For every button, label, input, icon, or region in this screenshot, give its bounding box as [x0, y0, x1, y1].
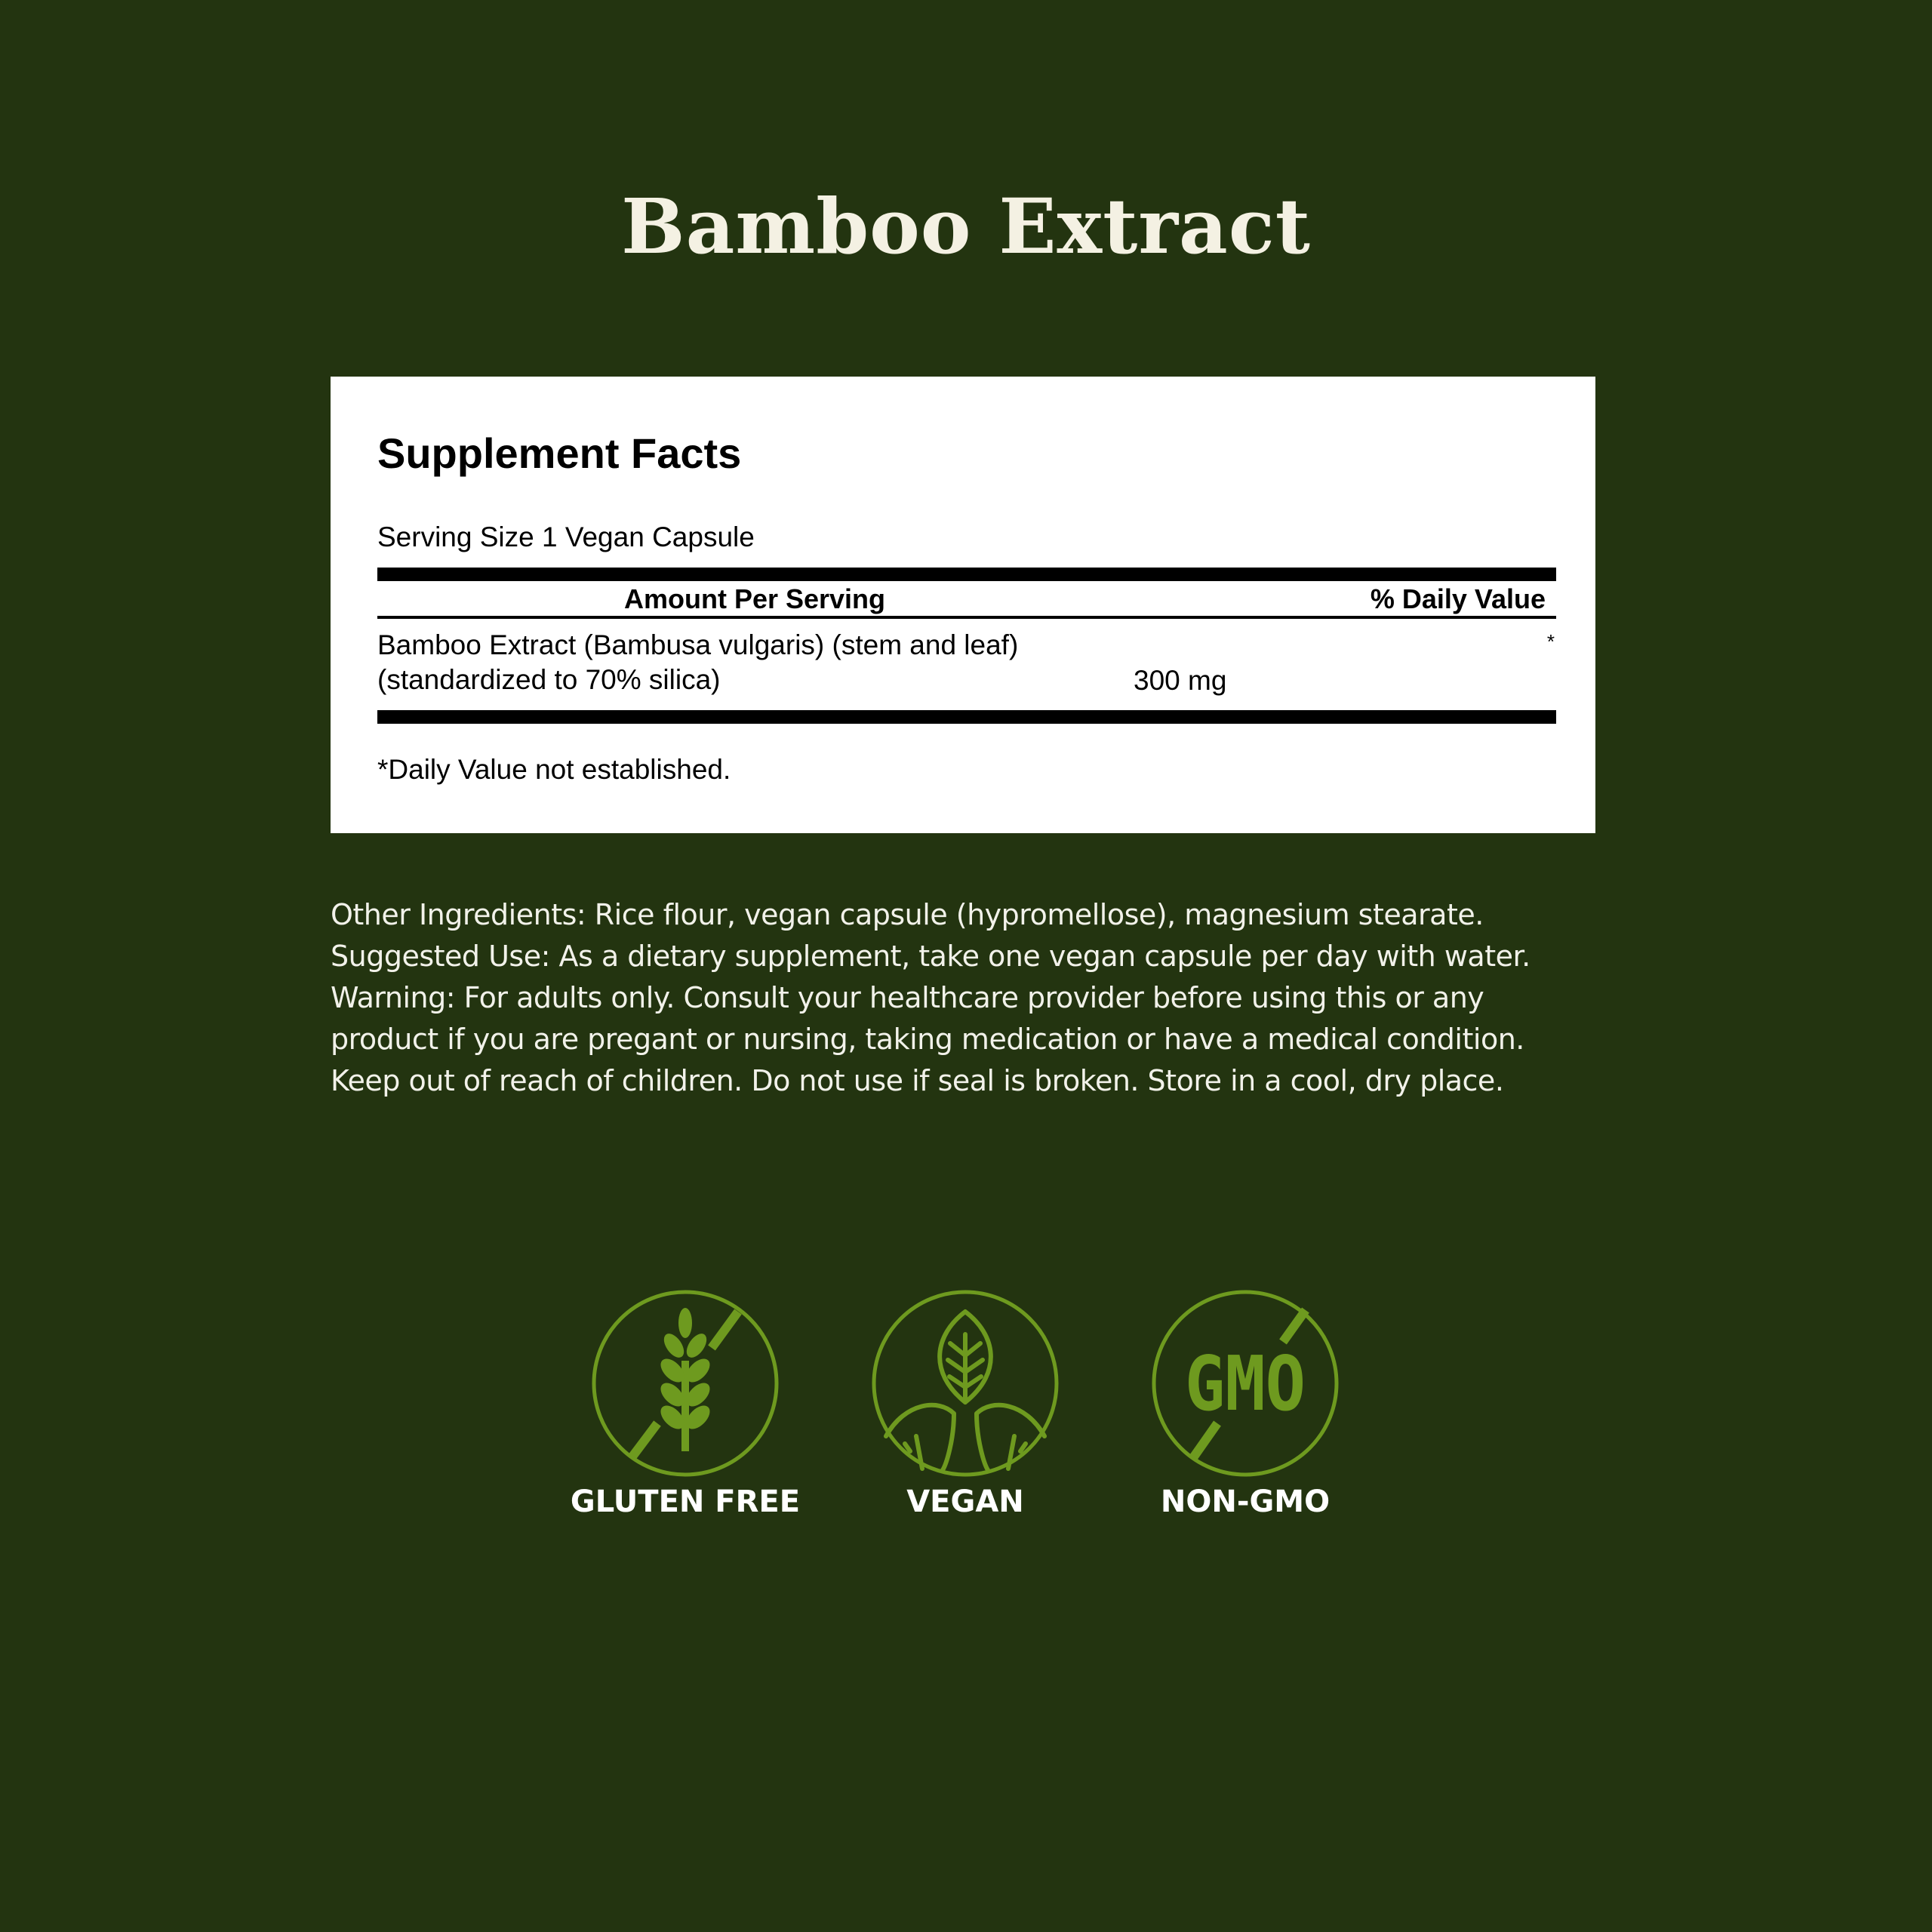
badge-label-vegan: VEGAN — [906, 1484, 1024, 1519]
divider-thick-top — [377, 568, 1556, 581]
ingredient-daily-value: * — [1546, 630, 1555, 653]
ingredient-amount: 300 mg — [1134, 665, 1227, 696]
leaves-icon — [871, 1289, 1060, 1478]
badge-label-non-gmo: NON-GMO — [1160, 1484, 1331, 1519]
gmo-icon-text: GMO — [1185, 1340, 1306, 1428]
divider-thick-bottom — [377, 710, 1556, 724]
daily-value-footnote: *Daily Value not established. — [377, 754, 731, 785]
badge-label-gluten-free: GLUTEN FREE — [570, 1484, 801, 1519]
amount-per-serving-header: Amount Per Serving — [623, 583, 886, 614]
page-title: Bamboo Extract — [621, 182, 1311, 271]
divider-thin — [377, 616, 1556, 619]
info-line: Suggested Use: As a dietary supplement, take one vegan capsule per day with water. — [331, 940, 1531, 973]
daily-value-header: % Daily Value — [1370, 583, 1546, 614]
info-line: Warning: For adults only. Consult your healthcare provider before using this or any — [331, 981, 1484, 1014]
serving-size: Serving Size 1 Vegan Capsule — [377, 521, 755, 552]
gmo-crossed-icon — [1151, 1289, 1340, 1478]
info-line: Other Ingredients: Rice flour, vegan capsule (hypromellose), magnesium stearate. — [331, 898, 1484, 931]
ingredient-name: Bamboo Extract (Bambusa vulgaris) (stem and leaf) (standardized to 70% silica) — [377, 629, 1019, 695]
wheat-crossed-icon — [591, 1289, 780, 1478]
supplement-facts-heading: Supplement Facts — [377, 429, 742, 477]
info-line: Keep out of reach of children. Do not use if seal is broken. Store in a cool, dry place. — [331, 1064, 1504, 1097]
supplement-facts-panel — [331, 377, 1595, 833]
info-line: product if you are pregant or nursing, taking medication or have a medical condition. — [331, 1023, 1524, 1056]
product-info-text — [331, 894, 1629, 1102]
